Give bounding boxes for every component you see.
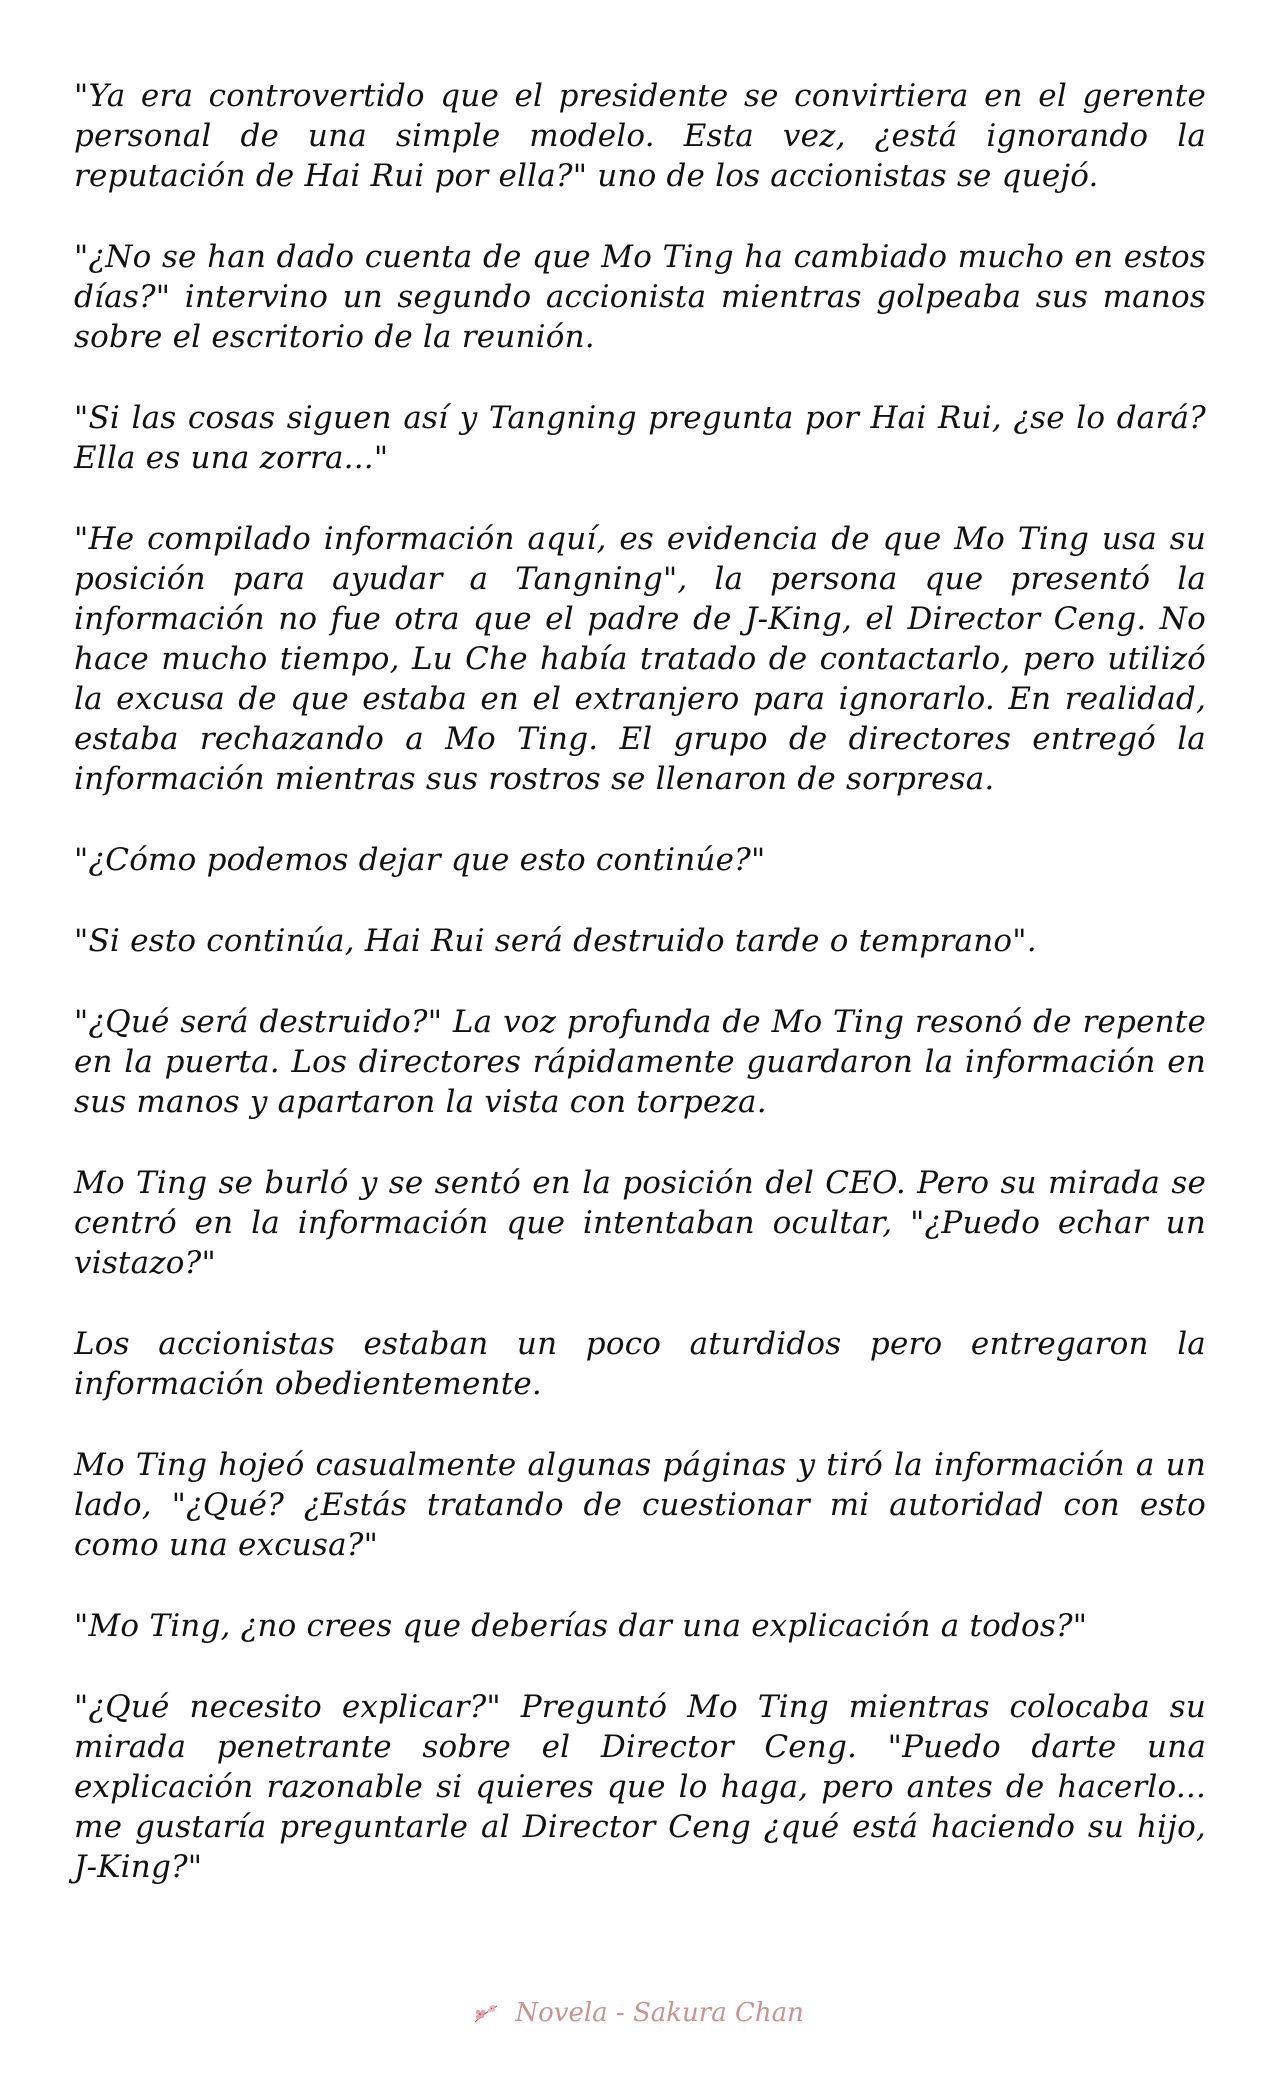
paragraph-5: "¿Cómo podemos dejar que esto continúe?" <box>74 842 766 878</box>
paragraph-12: "¿Qué necesito explicar?" Preguntó Mo Ting mientras colocaba su mirada penetrante sobre el Director Ceng. "Puedo darte una explicación razonable si quieres que lo haga, pero antes de hacerlo... me gustaría preguntarle al Director Ceng ¿qué está haciendo su hijo, J-King?" <box>74 1689 1206 1885</box>
paragraph-8: Mo Ting se burló y se sentó en la posición del CEO. Pero su mirada se centró en la información que intentaban ocultar, "¿Puedo echar un vistazo?" <box>74 1165 1206 1281</box>
paragraph-2: "¿No se han dado cuenta de que Mo Ting ha cambiado mucho en estos días?" intervino un segundo accionista mientras golpeaba sus manos sobre el escritorio de la reunión. <box>74 239 1206 355</box>
paragraph-11: "Mo Ting, ¿no crees que deberías dar una explicación a todos?" <box>74 1608 1088 1644</box>
paragraph-4: "He compilado información aquí, es evidencia de que Mo Ting usa su posición para ayudar a Tangning", la persona que presentó la información no fue otra que el padre de J-King, el Director Ceng. No hace mucho tiempo, Lu Che había tratado de contactarlo, pero utilizó la excusa de que estaba en el extranjero para ignorarlo. En realidad, estaba rechazando a Mo Ting. El grupo de directores entregó la información mientras sus rostros se llenaron de sorpresa. <box>74 521 1206 797</box>
document-body <box>74 76 1206 1928</box>
watermark-text: Novela - Sakura Chan <box>515 1998 804 2028</box>
paragraph-7: "¿Qué será destruido?" La voz profunda de Mo Ting resonó de repente en la puerta. Los directores rápidamente guardaron la información en sus manos y apartaron la vista con torpeza. <box>74 1004 1206 1120</box>
watermark <box>0 1998 1275 2028</box>
paragraph-3: "Si las cosas siguen así y Tangning pregunta por Hai Rui, ¿se lo dará? Ella es una zorra..." <box>74 400 1206 476</box>
paragraph-9: Los accionistas estaban un poco aturdidos pero entregaron la información obedientemente. <box>74 1326 1206 1402</box>
paragraph-10: Mo Ting hojeó casualmente algunas páginas y tiró la información a un lado, "¿Qué? ¿Estás tratando de cuestionar mi autoridad con esto como una excusa?" <box>74 1447 1206 1563</box>
paragraph-1: "Ya era controvertido que el presidente se convirtiera en el gerente personal de una simple modelo. Esta vez, ¿está ignorando la reputación de Hai Rui por ella?" uno de los accionistas se quejó. <box>74 78 1206 194</box>
cherry-blossom-icon <box>471 2002 501 2026</box>
paragraph-6: "Si esto continúa, Hai Rui será destruido tarde o temprano". <box>74 923 1037 959</box>
